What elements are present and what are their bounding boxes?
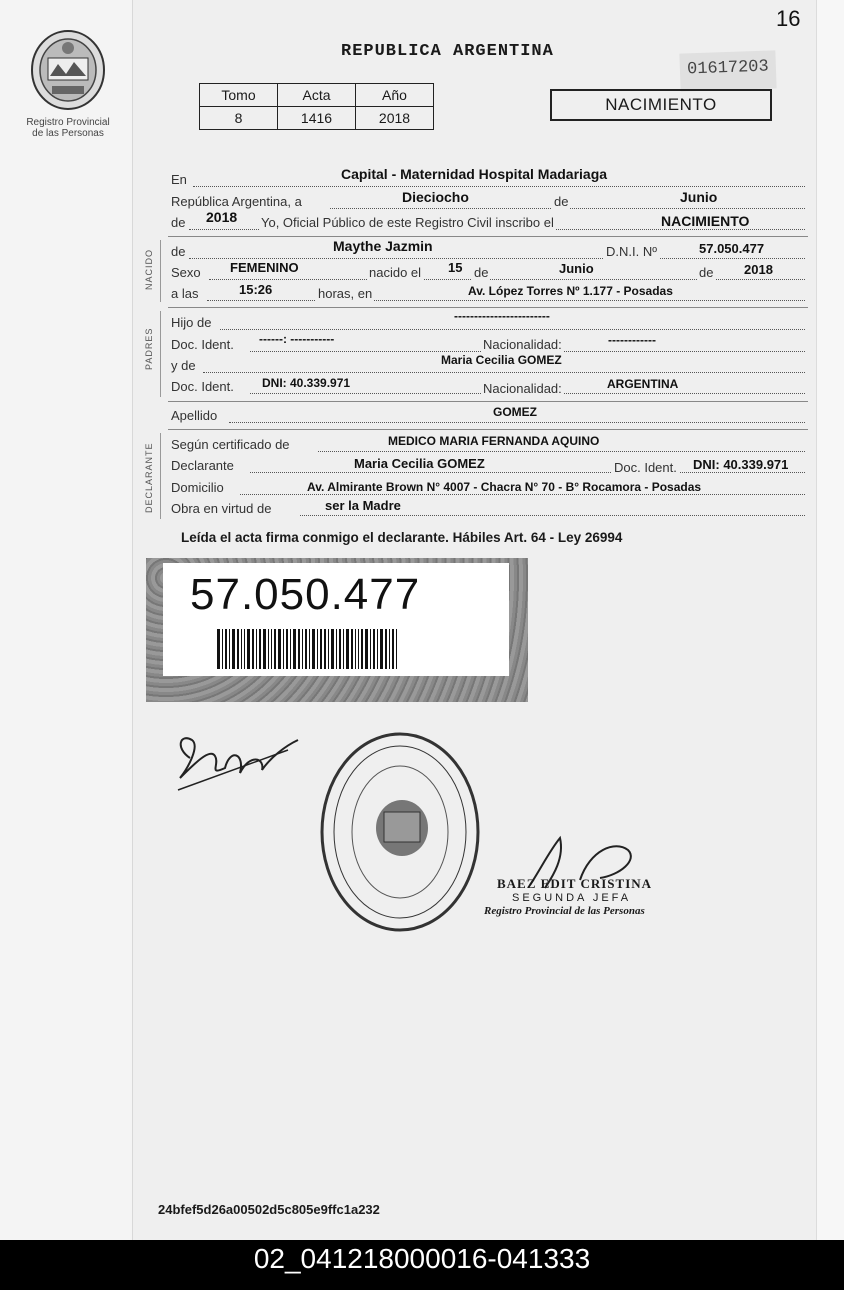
declarante-label: Declarante bbox=[171, 458, 234, 473]
doc-ident-label: Doc. Ident. bbox=[614, 460, 677, 475]
relationship: ser la Madre bbox=[325, 498, 401, 513]
registration-month: Junio bbox=[680, 189, 718, 205]
birth-address: Av. López Torres Nº 1.177 - Posadas bbox=[468, 284, 673, 298]
logo-caption bbox=[8, 117, 128, 139]
declarant-name: Maria Cecilia GOMEZ bbox=[354, 456, 485, 471]
barcode-bar bbox=[331, 629, 334, 669]
barcode-bar bbox=[309, 629, 310, 669]
document-hash: 24bfef5d26a00502d5c805e9ffc1a232 bbox=[158, 1202, 380, 1217]
child-sex: FEMENINO bbox=[230, 260, 299, 275]
barcode-bar bbox=[217, 629, 220, 669]
dotted-line bbox=[207, 300, 805, 301]
domicilio-label: Domicilio bbox=[171, 480, 224, 495]
barcode-bar bbox=[380, 629, 383, 669]
barcode-bar bbox=[324, 629, 326, 669]
register-value-row bbox=[200, 107, 434, 130]
barcode-bar bbox=[244, 629, 245, 669]
serial-number-stamp: 01617203 bbox=[679, 50, 776, 91]
official-name: BAEZ EDIT CRISTINA bbox=[497, 876, 653, 891]
mother-name: Maria Cecilia GOMEZ bbox=[441, 353, 562, 367]
alas-label: a las bbox=[171, 286, 199, 301]
register-value: 8 bbox=[200, 107, 278, 130]
record-type-box: NACIMIENTO bbox=[550, 89, 772, 121]
barcode-bar bbox=[293, 629, 296, 669]
barcode-bar bbox=[396, 629, 397, 669]
official-organization: Registro Provincial de las Personas bbox=[484, 905, 645, 917]
barcode-bar bbox=[305, 629, 307, 669]
father-nationality: ------------ bbox=[608, 333, 656, 347]
official-seal-icon bbox=[318, 730, 483, 935]
barcode-bar bbox=[392, 629, 394, 669]
section-divider bbox=[168, 401, 808, 402]
section-divider bbox=[168, 307, 808, 308]
yde-label: y de bbox=[171, 358, 196, 373]
barcode-bar bbox=[377, 629, 378, 669]
de-label: de bbox=[171, 244, 186, 259]
barcode-bar bbox=[247, 629, 250, 669]
logo-caption-line: de las Personas bbox=[32, 128, 104, 139]
dni-label: D.N.I. Nº bbox=[606, 244, 657, 259]
mother-nationality: ARGENTINA bbox=[607, 377, 679, 391]
closing-statement: Leída el acta firma conmigo el declarante. Hábiles Art. 64 - Ley 26994 bbox=[181, 530, 623, 545]
obra-label: Obra en virtud de bbox=[171, 501, 272, 516]
official-role: SEGUNDA JEFA bbox=[512, 892, 632, 904]
birth-month: Junio bbox=[559, 261, 594, 276]
register-header: Año bbox=[356, 84, 434, 107]
barcode-bar bbox=[312, 629, 315, 669]
nacionalidad-label: Nacionalidad: bbox=[483, 337, 562, 352]
barcode-bar bbox=[355, 629, 356, 669]
barcode-bar bbox=[317, 629, 318, 669]
en-label: En bbox=[171, 172, 187, 187]
dotted-line bbox=[193, 186, 805, 187]
birth-day: 15 bbox=[448, 260, 463, 275]
barcode-bar bbox=[225, 629, 227, 669]
section-divider bbox=[168, 236, 808, 237]
barcode-bar bbox=[237, 629, 239, 669]
barcode-bar bbox=[259, 629, 261, 669]
declarante-section-label: DECLARANTE bbox=[144, 442, 154, 513]
act-type: NACIMIENTO bbox=[661, 213, 750, 229]
barcode-bar bbox=[365, 629, 368, 669]
father-name: ------------------------ bbox=[454, 309, 550, 323]
dotted-line bbox=[300, 515, 805, 516]
barcode-bar bbox=[241, 629, 242, 669]
apellido-label: Apellido bbox=[171, 408, 218, 423]
padres-section-label: PADRES bbox=[144, 327, 154, 370]
document-title: REPUBLICA ARGENTINA bbox=[341, 42, 554, 61]
barcode-bar bbox=[229, 629, 230, 669]
logo-caption-line: Registro Provincial bbox=[26, 117, 110, 128]
page-number: 16 bbox=[776, 6, 801, 31]
registration-day: Dieciocho bbox=[402, 189, 469, 205]
barcode-bar bbox=[389, 629, 390, 669]
barcode-bar bbox=[232, 629, 235, 669]
dotted-line bbox=[203, 372, 805, 373]
dotted-line bbox=[318, 451, 805, 452]
declarant-signature-icon bbox=[170, 728, 305, 798]
child-name: Maythe Jazmin bbox=[333, 238, 433, 254]
section-bar bbox=[160, 433, 161, 519]
barcode-bar bbox=[290, 629, 291, 669]
barcode-bar bbox=[320, 629, 322, 669]
left-margin bbox=[0, 0, 133, 1240]
register-header: Tomo bbox=[200, 84, 278, 107]
registry-statement: Yo, Oficial Público de este Registro Civil inscribo el bbox=[261, 215, 554, 230]
barcode-bar bbox=[302, 629, 303, 669]
de-label: de bbox=[474, 265, 489, 280]
doc-ident-label: Doc. Ident. bbox=[171, 337, 234, 352]
mother-doc: DNI: 40.339.971 bbox=[262, 376, 351, 390]
barcode-bar bbox=[263, 629, 266, 669]
nacionalidad-label: Nacionalidad: bbox=[483, 381, 562, 396]
dni-sticker-number: 57.050.477 bbox=[190, 570, 421, 619]
dotted-line bbox=[250, 472, 805, 473]
footer-code: 02_041218000016-041333 bbox=[0, 1240, 844, 1290]
section-divider bbox=[168, 429, 808, 430]
de-label: de bbox=[699, 265, 714, 280]
dotted-line bbox=[229, 422, 805, 423]
nacido-section-label: NACIDO bbox=[144, 248, 154, 290]
birth-place: Capital - Maternidad Hospital Madariaga bbox=[341, 166, 608, 182]
sexo-label: Sexo bbox=[171, 265, 201, 280]
de-label: de bbox=[554, 194, 569, 209]
declarant-doc: DNI: 40.339.971 bbox=[693, 457, 789, 472]
barcode-bar bbox=[222, 629, 223, 669]
certificado-label: Según certificado de bbox=[171, 437, 290, 452]
dotted-line bbox=[240, 494, 805, 495]
barcode-bar bbox=[268, 629, 269, 669]
barcode-icon bbox=[217, 629, 441, 669]
dotted-line bbox=[209, 279, 805, 280]
right-margin bbox=[816, 0, 844, 1240]
birth-year: 2018 bbox=[744, 262, 773, 277]
barcode-bar bbox=[351, 629, 353, 669]
barcode-bar bbox=[346, 629, 349, 669]
declarant-address: Av. Almirante Brown N° 4007 - Chacra N° 70 - B° Rocamora - Posadas bbox=[307, 480, 702, 494]
barcode-bar bbox=[274, 629, 276, 669]
barcode-bar bbox=[361, 629, 363, 669]
barcode-bar bbox=[271, 629, 272, 669]
barcode-bar bbox=[252, 629, 254, 669]
register-table bbox=[199, 83, 434, 130]
barcode-bar bbox=[283, 629, 284, 669]
hijo-label: Hijo de bbox=[171, 315, 212, 330]
barcode-bar bbox=[339, 629, 341, 669]
nacido-label: nacido el bbox=[369, 265, 422, 280]
barcode-bar bbox=[298, 629, 300, 669]
republica-label: República Argentina, a bbox=[171, 194, 302, 209]
registration-year: 2018 bbox=[206, 209, 238, 225]
barcode-bar bbox=[328, 629, 329, 669]
dotted-line bbox=[189, 258, 805, 259]
register-header: Acta bbox=[278, 84, 356, 107]
barcode-bar bbox=[385, 629, 387, 669]
doc-ident-label: Doc. Ident. bbox=[171, 379, 234, 394]
surname: GOMEZ bbox=[493, 405, 537, 419]
barcode-bar bbox=[370, 629, 371, 669]
section-bar bbox=[160, 240, 161, 302]
barcode-bar bbox=[278, 629, 281, 669]
dotted-line bbox=[220, 329, 805, 330]
barcode-bar bbox=[373, 629, 375, 669]
barcode-bar bbox=[343, 629, 344, 669]
birth-time: 15:26 bbox=[239, 282, 273, 297]
barcode-bar bbox=[358, 629, 359, 669]
de-label: de bbox=[171, 215, 186, 230]
register-value: 1416 bbox=[278, 107, 356, 130]
registro-provincial-logo-icon bbox=[28, 28, 108, 112]
barcode-bar bbox=[256, 629, 257, 669]
register-header-row bbox=[200, 84, 434, 107]
horas-label: horas, en bbox=[318, 286, 373, 301]
register-value: 2018 bbox=[356, 107, 434, 130]
certifying-doctor: MEDICO MARIA FERNANDA AQUINO bbox=[388, 434, 600, 448]
section-bar bbox=[160, 311, 161, 397]
barcode-bar bbox=[336, 629, 337, 669]
father-doc: ------: ----------- bbox=[259, 332, 335, 346]
child-dni: 57.050.477 bbox=[699, 241, 765, 256]
barcode-bar bbox=[286, 629, 288, 669]
